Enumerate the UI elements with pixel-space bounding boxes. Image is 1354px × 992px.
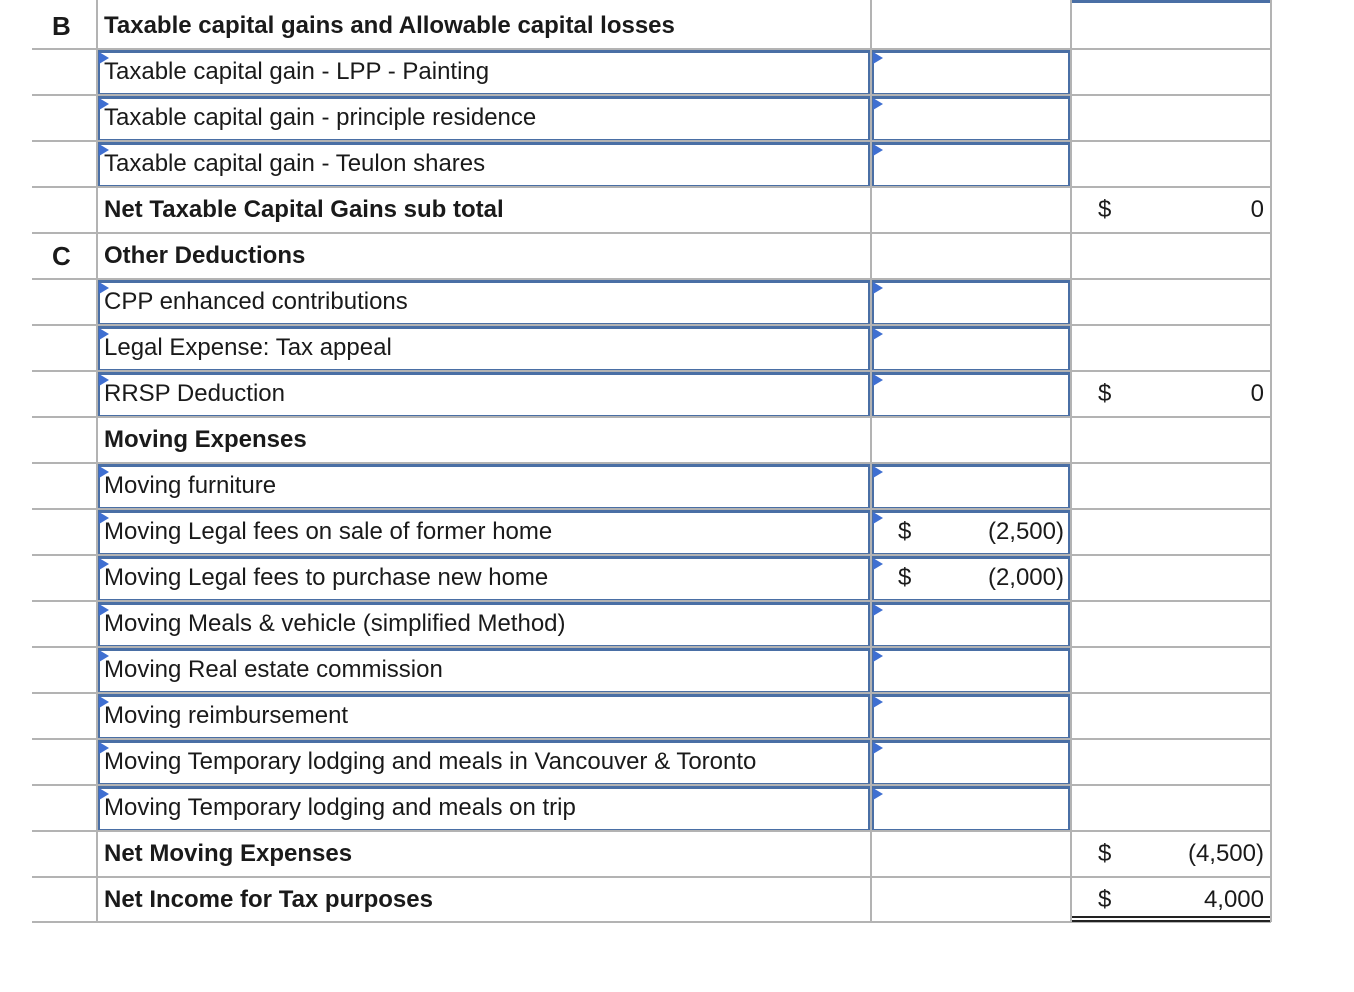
row-moving-temp-van-tor bbox=[0, 739, 1354, 785]
row-rrsp-deduction bbox=[0, 371, 1354, 417]
label-cpp-enhanced: CPP enhanced contributions bbox=[104, 288, 408, 315]
value-moving-legal-purchase: (2,000) bbox=[987, 564, 1064, 591]
input-marker-icon bbox=[873, 696, 883, 708]
label-moving-legal-purchase: Moving Legal fees to purchase new home bbox=[104, 564, 549, 591]
input-marker-icon bbox=[873, 144, 883, 156]
row-moving-legal-sale bbox=[0, 509, 1354, 555]
currency-symbol: $ bbox=[1098, 886, 1112, 913]
row-c-header bbox=[0, 233, 1354, 279]
input-marker-icon bbox=[873, 604, 883, 616]
row-tcg-painting bbox=[0, 49, 1354, 95]
value-net-moving-expenses: (4,500) bbox=[1187, 840, 1264, 867]
input-marker-icon bbox=[873, 328, 883, 340]
input-marker-icon bbox=[873, 52, 883, 64]
label-legal-tax-appeal: Legal Expense: Tax appeal bbox=[104, 334, 392, 361]
input-marker-icon bbox=[873, 742, 883, 754]
label-tcg-teulon: Taxable capital gain - Teulon shares bbox=[104, 150, 486, 177]
value-net-tcg-subtotal: 0 bbox=[1250, 196, 1264, 223]
row-moving-legal-purchase bbox=[0, 555, 1354, 601]
section-letter-b: B bbox=[52, 11, 71, 41]
row-legal-tax-appeal bbox=[0, 325, 1354, 371]
amount-input-tcg-residence[interactable] bbox=[872, 96, 1070, 142]
amount-input-moving-temp-van-tor[interactable] bbox=[872, 740, 1070, 786]
section-title-capital-gains: Taxable capital gains and Allowable capital losses bbox=[104, 12, 675, 39]
label-moving-temp-van-tor: Moving Temporary lodging and meals in Vancouver & Toronto bbox=[104, 748, 757, 775]
amount-input-cpp-enhanced[interactable] bbox=[872, 280, 1070, 326]
amount-input-moving-furniture[interactable] bbox=[872, 464, 1070, 510]
label-tcg-painting: Taxable capital gain - LPP - Painting bbox=[104, 58, 490, 85]
currency-symbol: $ bbox=[1098, 840, 1112, 867]
label-moving-commission: Moving Real estate commission bbox=[104, 656, 443, 683]
label-moving-legal-sale: Moving Legal fees on sale of former home bbox=[104, 518, 553, 545]
double-underline bbox=[1072, 916, 1270, 918]
row-moving-commission bbox=[0, 647, 1354, 693]
amount-input-moving-commission[interactable] bbox=[872, 648, 1070, 694]
row-tcg-residence bbox=[0, 95, 1354, 141]
amount-input-tcg-painting[interactable] bbox=[872, 50, 1070, 96]
row-b-header bbox=[0, 3, 1354, 49]
currency-symbol: $ bbox=[1098, 196, 1112, 223]
label-moving-meals-vehicle: Moving Meals & vehicle (simplified Method) bbox=[104, 610, 566, 637]
label-net-tcg-subtotal: Net Taxable Capital Gains sub total bbox=[104, 196, 504, 223]
input-marker-icon bbox=[873, 282, 883, 294]
label-tcg-residence: Taxable capital gain - principle residence bbox=[104, 104, 537, 131]
row-moving-header bbox=[0, 417, 1354, 463]
label-moving-temp-trip: Moving Temporary lodging and meals on trip bbox=[104, 794, 576, 821]
row-moving-reimbursement bbox=[0, 693, 1354, 739]
amount-input-tcg-teulon[interactable] bbox=[872, 142, 1070, 188]
input-marker-icon bbox=[873, 466, 883, 478]
label-net-income: Net Income for Tax purposes bbox=[104, 886, 433, 913]
row-moving-temp-trip bbox=[0, 785, 1354, 831]
amount-input-rrsp-deduction[interactable] bbox=[872, 372, 1070, 418]
row-moving-furniture bbox=[0, 463, 1354, 509]
amount-input-legal-tax-appeal[interactable] bbox=[872, 326, 1070, 372]
row-net-moving-expenses bbox=[0, 831, 1354, 877]
value-moving-legal-sale: (2,500) bbox=[987, 518, 1064, 545]
row-cpp-enhanced bbox=[0, 279, 1354, 325]
input-marker-icon bbox=[873, 788, 883, 800]
input-marker-icon bbox=[873, 374, 883, 386]
amount-input-moving-meals-vehicle[interactable] bbox=[872, 602, 1070, 648]
label-moving-reimbursement: Moving reimbursement bbox=[104, 702, 349, 729]
label-net-moving-expenses: Net Moving Expenses bbox=[104, 840, 353, 867]
subsection-title-moving-expenses: Moving Expenses bbox=[104, 426, 307, 453]
input-marker-icon bbox=[873, 98, 883, 110]
input-marker-icon bbox=[873, 650, 883, 662]
amount-input-moving-temp-trip[interactable] bbox=[872, 786, 1070, 832]
input-marker-icon bbox=[873, 558, 883, 570]
row-moving-meals-vehicle bbox=[0, 601, 1354, 647]
currency-symbol: $ bbox=[898, 518, 912, 545]
label-moving-furniture: Moving furniture bbox=[104, 472, 277, 499]
section-title-other-deductions: Other Deductions bbox=[104, 242, 306, 269]
currency-symbol: $ bbox=[1098, 380, 1112, 407]
value-rrsp-deduction: 0 bbox=[1250, 380, 1264, 407]
label-rrsp-deduction: RRSP Deduction bbox=[104, 380, 285, 407]
input-marker-icon bbox=[873, 512, 883, 524]
double-underline bbox=[1072, 920, 1270, 922]
section-letter-c: C bbox=[52, 241, 71, 271]
currency-symbol: $ bbox=[898, 564, 912, 591]
row-net-tcg-subtotal bbox=[0, 187, 1354, 233]
row-tcg-teulon bbox=[0, 141, 1354, 187]
value-net-income: 4,000 bbox=[1203, 886, 1264, 913]
amount-input-moving-reimbursement[interactable] bbox=[872, 694, 1070, 740]
